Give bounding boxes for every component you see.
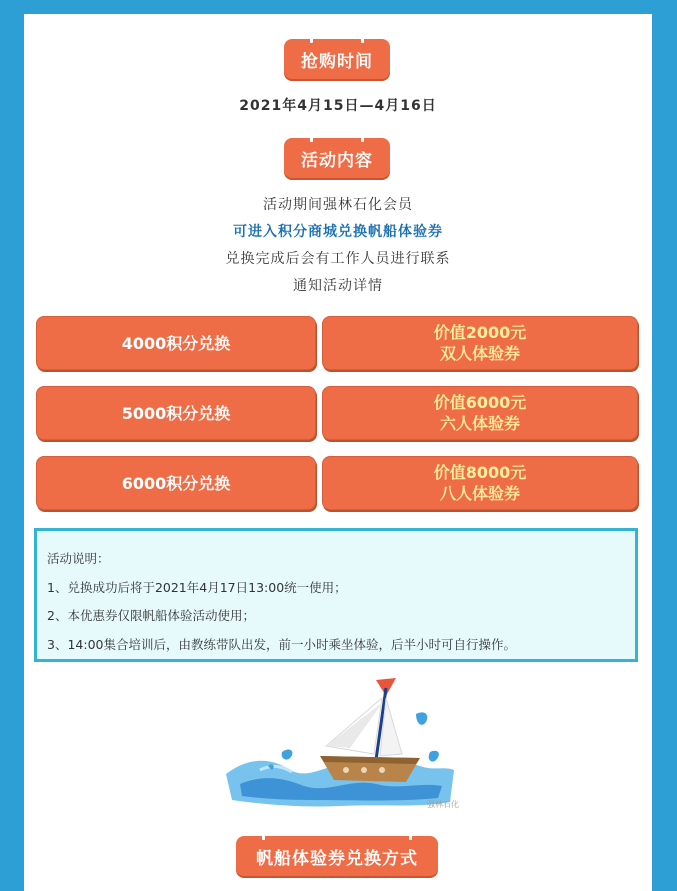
event-date: 2021年4月15日—4月16日	[239, 98, 437, 114]
sailboat-illustration	[220, 674, 460, 814]
exchange-points-label: 6000积分兑换	[121, 473, 231, 493]
voucher-type: 六人体验券	[439, 414, 520, 433]
activity-notes	[34, 528, 638, 662]
section-title-label: 帆船体验券兑换方式	[256, 848, 418, 869]
exchange-5000-points-button[interactable]	[36, 386, 316, 440]
exchange-points-label: 4000积分兑换	[121, 333, 231, 353]
exchange-4000-points-button[interactable]	[36, 316, 316, 370]
section-title-purchase-time	[284, 39, 390, 79]
voucher-6000-yuan-button[interactable]	[322, 386, 638, 440]
voucher-value: 价值2000元	[433, 323, 527, 342]
content-line-1: 活动期间强林石化会员	[263, 197, 413, 213]
section-title-label: 抢购时间	[301, 51, 373, 72]
exchange-points-label: 5000积分兑换	[121, 403, 231, 423]
notes-item-1: 1、兑换成功后将于2021年4月17日13:00统一使用；	[47, 579, 347, 595]
section-title-activity-content	[284, 138, 390, 178]
content-line-highlight: 可进入积分商城兑换帆船体验券	[233, 224, 443, 240]
content-line-4: 通知活动详情	[293, 278, 383, 294]
section-title-label: 活动内容	[301, 150, 373, 171]
content-line-3: 兑换完成后会有工作人员进行联系	[225, 251, 451, 267]
voucher-8000-yuan-button[interactable]	[322, 456, 638, 510]
voucher-value: 价值8000元	[433, 463, 527, 482]
voucher-type: 双人体验券	[439, 344, 520, 363]
notes-item-3: 3、14:00集合培训后，由教练带队出发，前一小时乘坐体验，后半小时可自行操作。	[47, 636, 516, 652]
section-title-exchange-method	[236, 836, 438, 876]
voucher-value: 价值6000元	[433, 393, 527, 412]
notes-item-2: 2、本优惠券仅限帆船体验活动使用；	[47, 608, 255, 623]
watermark: 强林石化	[427, 800, 459, 809]
voucher-type: 八人体验券	[439, 484, 520, 503]
voucher-2000-yuan-button[interactable]	[322, 316, 638, 370]
content-card	[24, 14, 652, 891]
notes-title: 活动说明：	[47, 551, 110, 566]
exchange-6000-points-button[interactable]	[36, 456, 316, 510]
